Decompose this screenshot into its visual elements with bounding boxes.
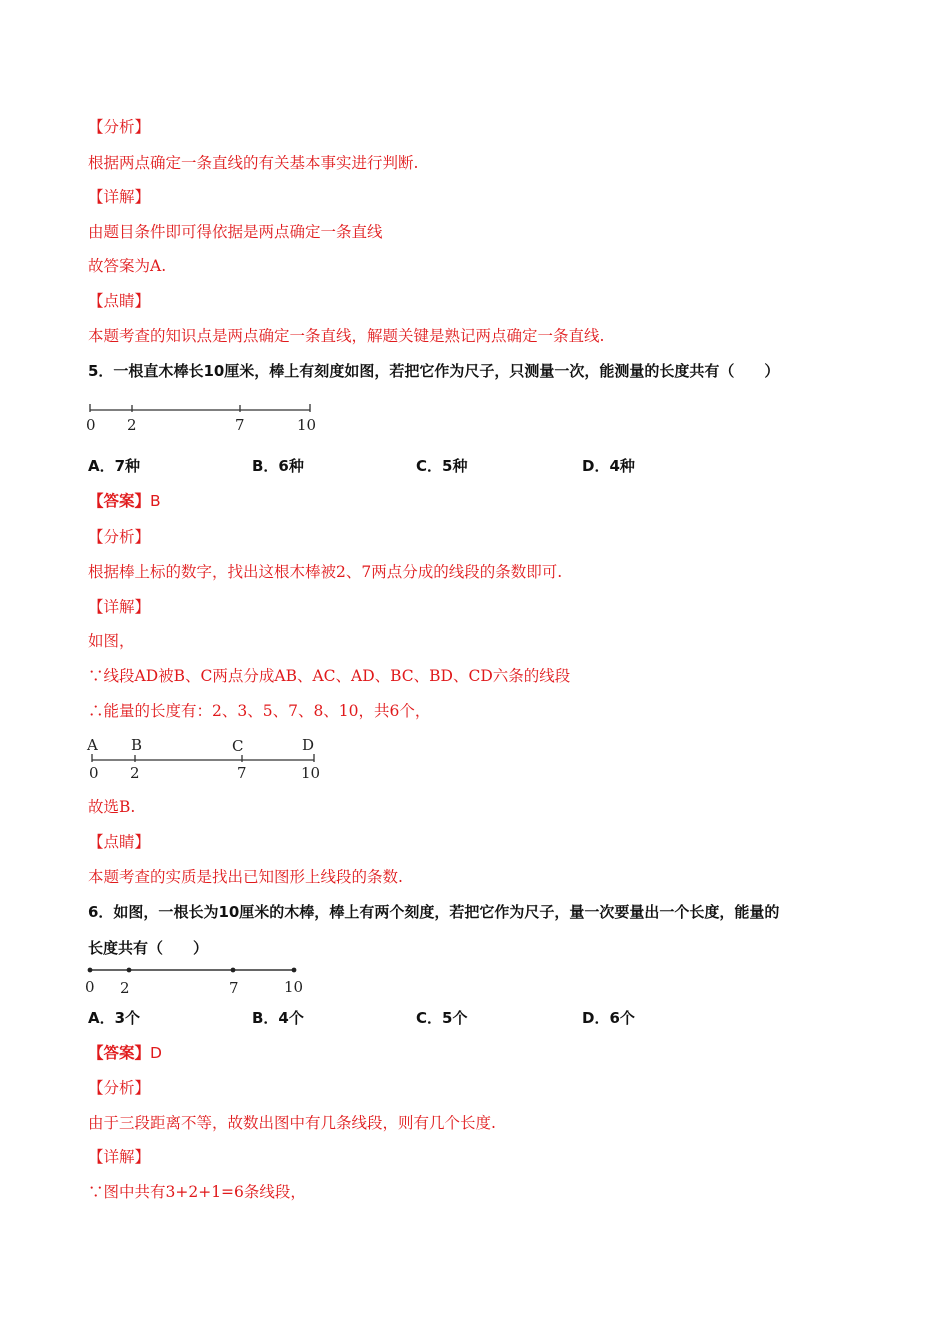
remark-text: 本题考查的知识点是两点确定一条直线，解题关键是熟记两点确定一条直线. [88,327,605,345]
point-label: B [131,736,143,754]
ruler-tick-label: 0 [85,978,95,996]
analysis-label: 【分析】 [88,528,151,546]
ruler-tick-label: 2 [130,764,140,782]
remark-label: 【点睛】 [88,833,151,851]
detail-text: 由题目条件即可得依据是两点确定一条直线 [88,223,383,241]
detail-text: 如图， [88,632,135,650]
detail-label: 【详解】 [88,1148,151,1166]
answer-line [88,1043,162,1063]
detail-label: 【详解】 [88,188,151,206]
option-b: B．6种 [252,457,304,475]
answer-value: B [150,492,161,510]
option-c: C．5种 [416,457,468,475]
option-c: C．5个 [416,1009,468,1027]
question-6-text: 6．如图，一根长为10厘米的木棒，棒上有两个刻度，若把它作为尺子，量一次要量出一个长度，能量的 [88,903,780,921]
point-label: D [302,736,315,754]
option-a: A．3个 [88,1009,141,1027]
ruler-tick-label: 0 [86,416,96,434]
analysis-text: 根据棒上标的数字，找出这根木棒被2、7两点分成的线段的条数即可. [88,563,563,581]
ruler-point [88,968,93,973]
analysis-label: 【分析】 [88,1079,151,1097]
detail-text: 故答案为A. [88,257,167,275]
ruler-point [231,968,236,973]
conclusion-text: 故选B. [88,798,136,816]
detail-text: ∵图中共有3+2+1=6条线段， [88,1183,306,1201]
ruler-figure-q5 [84,396,324,436]
detail-label: 【详解】 [88,598,151,616]
answer-label: 【答案】 [88,1043,151,1062]
option-b: B．4个 [252,1009,304,1027]
question-6-text-cont: 长度共有（ ） [88,939,209,957]
option-a: A．7种 [88,457,141,475]
ruler-tick-label: 7 [237,764,247,782]
ruler-figure-q5-labeled [84,732,334,784]
ruler-tick-label: 10 [284,978,304,996]
ruler-point [292,968,297,973]
option-d: D．4种 [582,457,635,475]
detail-text: ∵线段AD被B、C两点分成AB、AC、AD、BC、BD、CD六条的线段 [88,667,571,685]
remark-text: 本题考查的实质是找出已知图形上线段的条数. [88,868,403,886]
ruler-point [127,968,132,973]
answer-line [88,491,161,511]
option-d: D．6个 [582,1009,635,1027]
ruler-tick-label: 10 [301,764,321,782]
ruler-tick-label: 7 [229,979,239,997]
answer-label: 【答案】 [88,491,151,510]
analysis-text: 根据两点确定一条直线的有关基本事实进行判断. [88,154,419,172]
remark-label: 【点睛】 [88,292,151,310]
ruler-tick-label: 2 [120,979,130,997]
ruler-tick-label: 10 [297,416,317,434]
ruler-tick-label: 7 [235,416,245,434]
analysis-label: 【分析】 [88,118,151,136]
point-label: A [87,736,98,754]
answer-value: D [150,1044,162,1062]
analysis-text: 由于三段距离不等，故数出图中有几条线段，则有几个长度. [88,1114,496,1132]
ruler-tick-label: 2 [127,416,137,434]
detail-text: ∴能量的长度有：2、3、5、7、8、10，共6个， [88,702,431,720]
question-5-text: 5．一根直木棒长10厘米，棒上有刻度如图，若把它作为尺子，只测量一次，能测量的长度共有（ ） [88,362,780,380]
ruler-figure-q6 [84,962,314,998]
point-label: C [232,737,244,755]
ruler-tick-label: 0 [89,764,99,782]
